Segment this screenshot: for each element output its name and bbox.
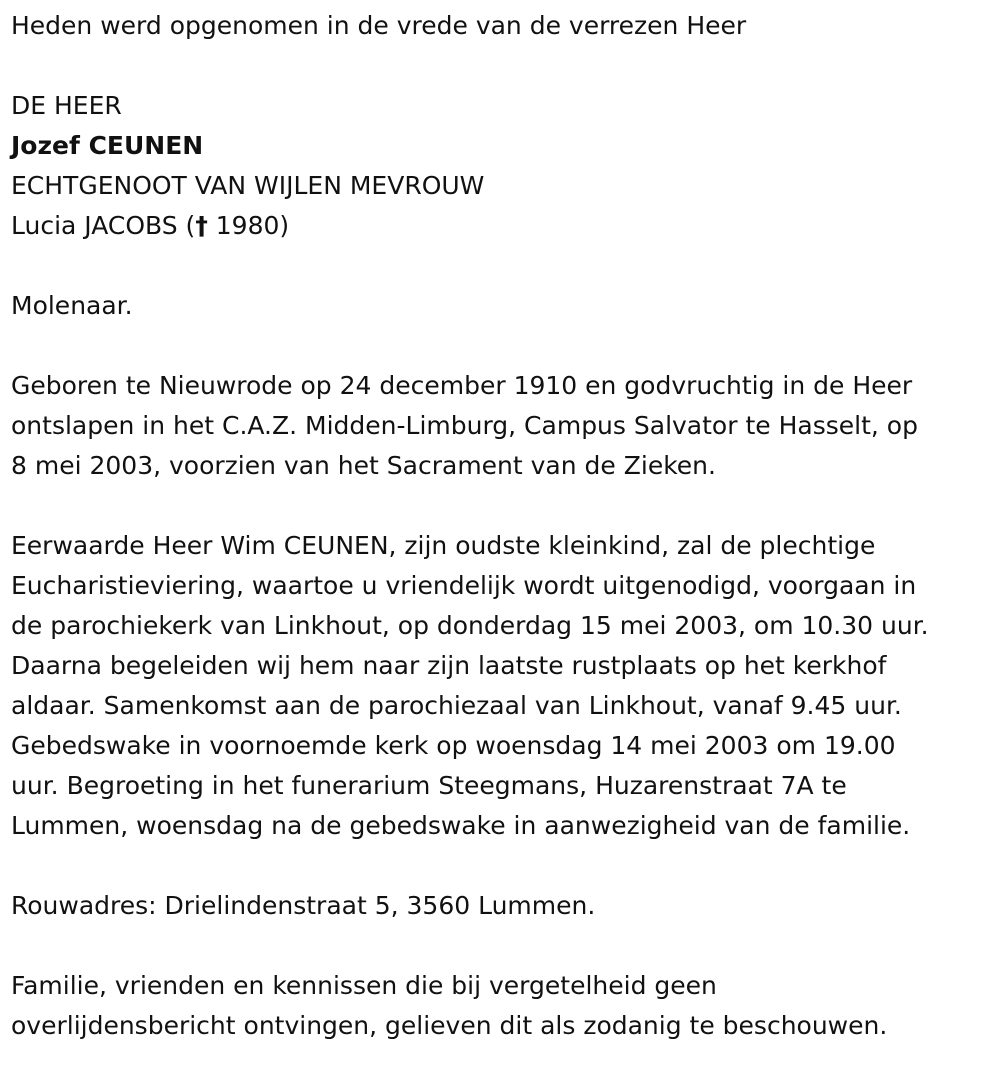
occupation: Molenaar. <box>11 291 133 320</box>
birth-death-paragraph <box>11 366 1000 486</box>
cross-icon: † <box>195 211 208 240</box>
spouse-death-year: 1980) <box>207 211 290 240</box>
spacer <box>11 926 1000 966</box>
intro-line: Heden werd opgenomen in de vrede van de verrezen Heer <box>11 11 747 40</box>
spacer <box>11 326 1000 366</box>
paragraph-line: 8 mei 2003, voorzien van het Sacrament van de Zieken. <box>11 451 716 480</box>
paragraph-line: overlijdensbericht ontvingen, gelieven dit als zodanig te beschouwen. <box>11 1011 888 1040</box>
closing-paragraph <box>11 966 1000 1046</box>
deceased-name: Jozef CEUNEN <box>11 131 204 160</box>
paragraph-line: Lummen, woensdag na de gebedswake in aanwezigheid van de familie. <box>11 811 911 840</box>
spacer <box>11 246 1000 286</box>
paragraph-line: Daarna begeleiden wij hem naar zijn laatste rustplaats op het kerkhof <box>11 651 887 680</box>
spacer <box>11 846 1000 886</box>
spouse-name: Lucia JACOBS ( <box>11 211 196 240</box>
paragraph-line: de parochiekerk van Linkhout, op donderdag 15 mei 2003, om 10.30 uur. <box>11 611 929 640</box>
paragraph-line: Geboren te Nieuwrode op 24 december 1910 en godvruchtig in de Heer <box>11 371 913 400</box>
spacer <box>11 486 1000 526</box>
paragraph-line: Gebedswake in voornoemde kerk op woensdag 14 mei 2003 om 19.00 <box>11 731 896 760</box>
spouse-line: ECHTGENOOT VAN WIJLEN MEVROUW <box>11 171 485 200</box>
paragraph-line: Eerwaarde Heer Wim CEUNEN, zijn oudste kleinkind, zal de plechtige <box>11 531 876 560</box>
paragraph-line: aldaar. Samenkomst aan de parochiezaal van Linkhout, vanaf 9.45 uur. <box>11 691 902 720</box>
paragraph-line: ontslapen in het C.A.Z. Midden-Limburg, Campus Salvator te Hasselt, op <box>11 411 918 440</box>
mourning-address: Rouwadres: Drielindenstraat 5, 3560 Lummen. <box>11 891 596 920</box>
paragraph-line: uur. Begroeting in het funerarium Steegmans, Huzarenstraat 7A te <box>11 771 847 800</box>
spacer <box>11 46 1000 86</box>
ceremony-paragraph <box>11 526 1000 846</box>
paragraph-line: Familie, vrienden en kennissen die bij vergetelheid geen <box>11 971 717 1000</box>
spouse-name-line <box>11 206 1000 246</box>
paragraph-line: Eucharistieviering, waartoe u vriendelijk wordt uitgenodigd, voorgaan in <box>11 571 917 600</box>
deceased-title: DE HEER <box>11 91 122 120</box>
